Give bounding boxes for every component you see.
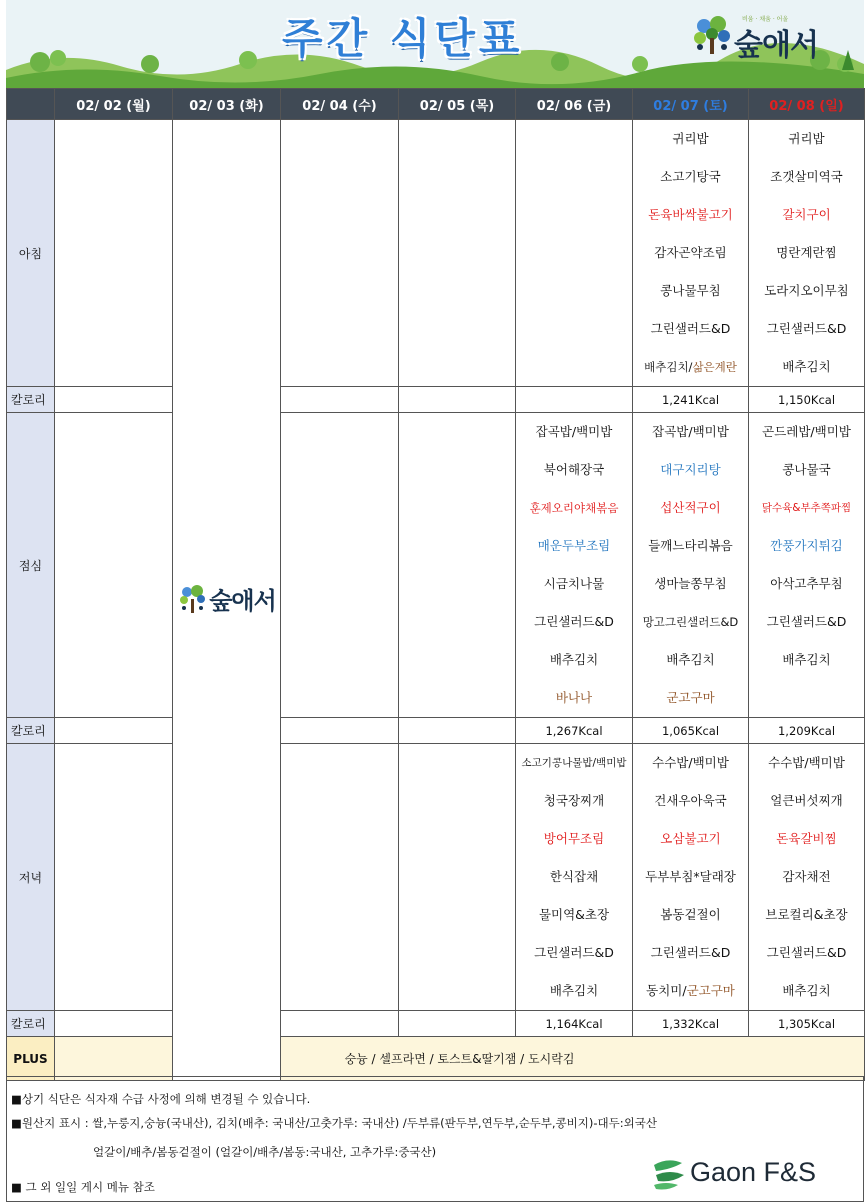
- plus-items: 숭늉 / 셀프라면 / 토스트&딸기잼 / 도시락김: [55, 1037, 865, 1081]
- menu-item: 섭산적구이: [660, 500, 721, 515]
- menu-item: [633, 348, 748, 386]
- lunch-label: 점심: [7, 413, 55, 718]
- kcal-sun: 1,209Kcal: [749, 718, 865, 744]
- menu-item: 방어무조림: [543, 831, 605, 846]
- menu-item: 그린샐러드&D: [534, 614, 614, 629]
- menu-item: 감자곤약조림: [654, 245, 727, 260]
- menu-item: 얼큰버섯찌개: [770, 793, 843, 808]
- lunch-sat: [633, 413, 749, 718]
- menu-item: 청국장찌개: [543, 793, 605, 808]
- brand-logo: [690, 14, 818, 63]
- brand-tagline: 비움 · 채움 · 어울: [742, 16, 789, 23]
- dinner-row: [7, 744, 865, 1011]
- menu-item: 수수밥/백미밥: [768, 755, 845, 770]
- kcal-sat: 1,332Kcal: [633, 1011, 749, 1037]
- kcal-wed: [281, 1011, 399, 1037]
- calorie-label: 칼로리: [7, 387, 55, 413]
- dinner-fri: [516, 744, 633, 1011]
- menu-item: 두부부침*달래장: [645, 869, 736, 884]
- note-daily-menu: ■ 그 외 일일 게시 메뉴 참조: [11, 1180, 155, 1194]
- kcal-mon: [55, 387, 173, 413]
- menu-item: 바나나: [555, 690, 593, 705]
- lunch-sun: [749, 413, 865, 718]
- menu-item: 그린샐러드&D: [766, 945, 847, 960]
- menu-item: 배추김치: [782, 359, 831, 374]
- tue-closed-cell: [173, 120, 281, 1081]
- menu-item: 조갯살미역국: [770, 169, 843, 184]
- day-header-sat: 02/ 07 (토): [633, 89, 749, 120]
- calorie-label: 칼로리: [7, 1011, 55, 1037]
- menu-item: 봄동겉절이: [660, 907, 721, 922]
- kcal-mon: [55, 1011, 173, 1037]
- menu-item: 배추김치: [782, 652, 831, 667]
- menu-item: 곤드레밥/백미밥: [762, 424, 851, 439]
- page-title: 주간 식단표: [282, 14, 524, 63]
- lunch-thu: [399, 413, 516, 718]
- menu-item-part: 배추김치/: [644, 360, 693, 374]
- header-banner: [0, 0, 866, 88]
- kcal-mon: [55, 718, 173, 744]
- kcal-sat: 1,065Kcal: [633, 718, 749, 744]
- menu-item: 그린샐러드&D: [650, 321, 731, 336]
- menu-item: 시금치나물: [543, 576, 605, 591]
- breakfast-sun: [749, 120, 865, 387]
- breakfast-fri: [516, 120, 633, 387]
- menu-item: 브로컬리&초장: [765, 907, 848, 922]
- menu-item-part: 군고구마: [686, 983, 735, 998]
- menu-item: 그린샐러드&D: [766, 321, 847, 336]
- day-header-mon: 02/ 02 (월): [55, 89, 173, 120]
- brand-name: 숲애서: [734, 28, 818, 63]
- menu-item: 대구지리탕: [660, 462, 721, 477]
- menu-item: 배추김치: [666, 652, 715, 667]
- menu-item: 그린샐러드&D: [766, 614, 847, 629]
- kcal-fri: 1,164Kcal: [516, 1011, 633, 1037]
- menu-item: 북어해장국: [543, 462, 605, 477]
- breakfast-row: [7, 120, 865, 387]
- note-origin: ■원산지 표시 : 쌀,누룽지,숭늉(국내산), 김치(배추: 국내산/고춧가루: 국내산) /두부류(판두부,연두부,순두부,콩비지)-대두:외국산: [11, 1116, 657, 1130]
- menu-item: 배추김치: [549, 983, 599, 998]
- menu-item: 명란계란찜: [776, 245, 837, 260]
- note-origin-detail: 얼갈이/배추/봄동겉절이 (얼갈이/배추/봄동:국내산, 고추가루:중국산): [93, 1145, 437, 1159]
- lunch-mon: [55, 413, 173, 718]
- menu-item: 돈육바싹불고기: [648, 207, 733, 222]
- menu-item: 아삭고추무침: [770, 576, 843, 591]
- dinner-sun: [749, 744, 865, 1011]
- menu-item: 귀리밥: [672, 131, 709, 146]
- kcal-thu: [399, 1011, 516, 1037]
- tree-people-icon: [690, 14, 734, 58]
- breakfast-label: 아침: [7, 120, 55, 387]
- kcal-thu: [399, 387, 516, 413]
- menu-item: 그린샐러드&D: [650, 945, 731, 960]
- menu-item: 돈육갈비찜: [776, 831, 837, 846]
- menu-item-part: 삶은계란: [692, 360, 737, 374]
- breakfast-mon: [55, 120, 173, 387]
- dinner-mon: [55, 744, 173, 1011]
- day-header-tue: 02/ 03 (화): [173, 89, 281, 120]
- day-header-wed: 02/ 04 (수): [281, 89, 399, 120]
- menu-item: 매운두부조림: [537, 538, 611, 553]
- day-header-sun: 02/ 08 (일): [749, 89, 865, 120]
- day-header-thu: 02/ 05 (목): [399, 89, 516, 120]
- kcal-wed: [281, 718, 399, 744]
- leaf-icon: [650, 1155, 686, 1191]
- menu-item: 갈치구이: [782, 207, 831, 222]
- menu-item: 깐풍가지튀김: [770, 538, 843, 553]
- dinner-thu: [399, 744, 516, 1011]
- menu-item: 콩나물국: [782, 462, 831, 477]
- dinner-sat: [633, 744, 749, 1011]
- center-brand-logo: [177, 581, 276, 616]
- lunch-wed: [281, 413, 399, 718]
- lunch-row: [7, 413, 865, 718]
- kcal-sun: 1,305Kcal: [749, 1011, 865, 1037]
- menu-item: 들깨느타리볶음: [648, 538, 733, 553]
- breakfast-calorie-row: [7, 387, 865, 413]
- menu-item: 군고구마: [666, 690, 715, 705]
- menu-item: 생마늘쫑무침: [654, 576, 727, 591]
- note-menu-change: ■상기 식단은 식자재 수급 사정에 의해 변경될 수 있습니다.: [11, 1092, 311, 1106]
- kcal-sun: 1,150Kcal: [749, 387, 865, 413]
- menu-item: 잡곡밥/백미밥: [535, 424, 613, 439]
- menu-item: 잡곡밥/백미밥: [652, 424, 729, 439]
- breakfast-sat: [633, 120, 749, 387]
- dinner-calorie-row: [7, 1011, 865, 1037]
- plus-row: [7, 1037, 865, 1081]
- menu-item: 소고기콩나물밥/백미밥: [521, 757, 627, 769]
- menu-item: 배추김치: [549, 652, 599, 667]
- day-header-row: [7, 89, 865, 120]
- gaon-logo: [650, 1155, 817, 1195]
- menu-item: 닭수육&부추쪽파찜: [761, 502, 852, 514]
- breakfast-thu: [399, 120, 516, 387]
- kcal-wed: [281, 387, 399, 413]
- menu-item: 도라지오이무침: [764, 283, 849, 298]
- menu-item: 오삼불고기: [660, 831, 721, 846]
- menu-item: 귀리밥: [788, 131, 825, 146]
- menu-item-part: 동치미/: [646, 983, 687, 998]
- center-brand-name: 숲애서: [209, 587, 276, 616]
- day-header-fri: 02/ 06 (금): [516, 89, 633, 120]
- kcal-fri: [516, 387, 633, 413]
- menu-item: 훈제오리야채볶음: [529, 501, 619, 515]
- gaon-brand-name: Gaon F&S: [690, 1157, 817, 1187]
- menu-item: 망고그린샐러드&D: [642, 615, 739, 629]
- kcal-fri: 1,267Kcal: [516, 718, 633, 744]
- dinner-wed: [281, 744, 399, 1011]
- menu-item: 한식잡채: [549, 869, 599, 884]
- lunch-calorie-row: [7, 718, 865, 744]
- menu-item: 배추김치: [782, 983, 831, 998]
- menu-item: 소고기탕국: [660, 169, 721, 184]
- plus-label: PLUS: [7, 1037, 55, 1081]
- dinner-label: 저녁: [7, 744, 55, 1011]
- calorie-label: 칼로리: [7, 718, 55, 744]
- menu-item: [633, 972, 748, 1010]
- menu-item: 건새우아욱국: [654, 793, 727, 808]
- menu-item: 그린샐러드&D: [534, 945, 614, 960]
- menu-item: 감자채전: [782, 869, 831, 884]
- kcal-sat: 1,241Kcal: [633, 387, 749, 413]
- breakfast-wed: [281, 120, 399, 387]
- lunch-fri: [516, 413, 633, 718]
- menu-item: 수수밥/백미밥: [652, 755, 729, 770]
- corner-cell: [7, 89, 55, 120]
- kcal-thu: [399, 718, 516, 744]
- menu-item: 물미역&초장: [538, 907, 610, 922]
- menu-item: 콩나물무침: [660, 283, 721, 298]
- weekly-menu-table: [6, 88, 865, 1081]
- tree-people-icon: [177, 583, 207, 615]
